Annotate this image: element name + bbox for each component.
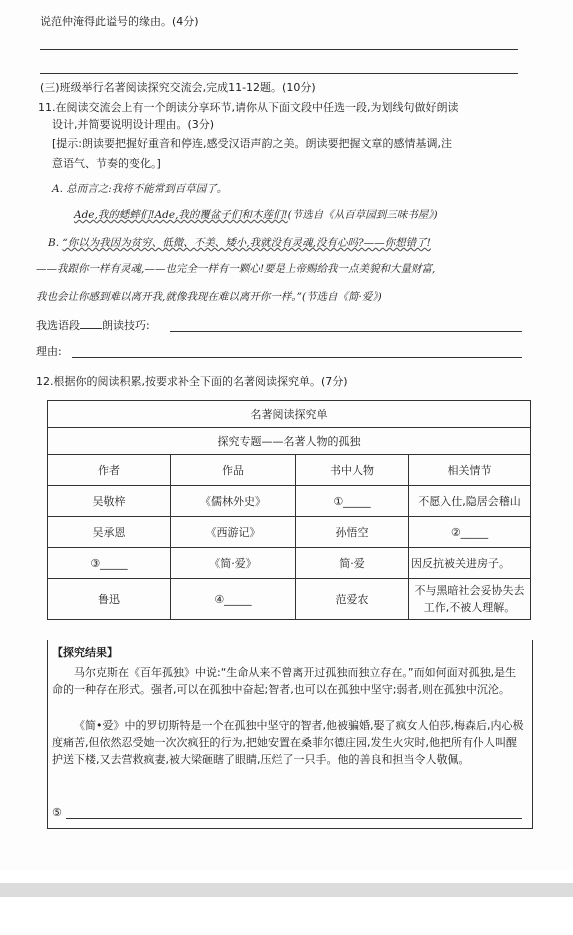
choice-blank[interactable] — [80, 328, 102, 329]
skill-answer-line[interactable] — [170, 331, 522, 332]
option-b-line3: 我也会让你感到难以离开我,就像我现在难以离开你一样。”(节选自《简·爱》) — [36, 291, 382, 303]
reason-label: 理由: — [36, 345, 62, 358]
option-a — [52, 182, 227, 197]
option-b-line1 — [48, 236, 431, 251]
answer-line[interactable] — [40, 73, 518, 74]
cell-work-blank[interactable]: ④_____ — [171, 579, 296, 620]
cell-plot: 不愿入仕,隐居会稽山 — [409, 486, 531, 517]
table-header-row — [48, 455, 531, 486]
cell-character-blank[interactable]: ①_____ — [296, 486, 409, 517]
table-row — [48, 579, 531, 620]
cell-character: 孙悟空 — [296, 517, 409, 548]
q11-prompt-line1: 11.在阅读交流会上有一个朗读分享环节,请你从下面文段中任选一段,为划线句做好朗读 — [38, 101, 459, 114]
choice-line — [36, 318, 150, 333]
cell-character: 简·爱 — [296, 548, 409, 579]
q11-hint-line2: 意语气、节奏的变化。] — [52, 157, 161, 170]
table-title: 名著阅读探究单 — [48, 401, 531, 428]
cell-plot: 因反抗被关进房子。 — [409, 548, 531, 579]
reason-answer-line[interactable] — [72, 357, 522, 358]
option-b-underlined-text: “你以为我因为贫穷、低微、不美、矮小,我就没有灵魂,没有心吗?——你想错了! — [62, 237, 431, 249]
research-result-box — [47, 640, 533, 829]
table-row — [48, 486, 531, 517]
cell-plot-blank[interactable]: ②_____ — [409, 517, 531, 548]
option-a-label: A. — [52, 183, 63, 195]
q11-prompt-line2: 设计,并简要说明设计理由。(3分) — [52, 118, 215, 131]
blank-5-label: ⑤ — [52, 806, 62, 819]
cell-author-blank[interactable]: ③_____ — [48, 548, 171, 579]
skill-label: 朗读技巧: — [102, 319, 150, 332]
option-b-label: B. — [48, 237, 60, 249]
header-work: 作品 — [171, 455, 296, 486]
cell-character: 范爱农 — [296, 579, 409, 620]
blank-5-line[interactable] — [66, 818, 522, 819]
cell-plot: 不与黑暗社会妥协失去工作,不被人理解。 — [409, 579, 531, 620]
choice-label: 我选语段 — [36, 319, 80, 332]
prev-question-tail: 说范仲淹得此谥号的缘由。(4分) — [40, 15, 199, 28]
option-a-source: (节选自《从百草园到三味书屋》) — [287, 209, 438, 221]
header-author: 作者 — [48, 455, 171, 486]
table-row — [48, 548, 531, 579]
q11-hint-line1: [提示:朗读要把握好重音和停连,感受汉语声韵之美。朗读要把握文章的感情基调,注 — [52, 137, 452, 150]
result-paragraph-1: 马尔克斯在《百年孤独》中说:“生命从来不曾离开过孤独而独立存在。”而如何面对孤独,是生命的一种存在形式。强者,可以在孤独中奋起;智者,也可以在孤独中坚守;弱者,则在孤独中沉沦。 — [52, 666, 517, 696]
section-heading: (三)班级举行名著阅读探究交流会,完成11-12题。(10分) — [40, 81, 316, 94]
result-paragraph-2: 《简•爱》中的罗切斯特是一个在孤独中坚守的智者,他被骗婚,娶了疯女人伯莎,梅森后,内心极度痛苦,但依然忍受她一次次疯狂的行为,把她安置在桑菲尔德庄园,发生火灾时,他把所有仆人叫醒护送下楼,又去营救疯妻,被大梁砸瞎了眼睛,压烂了一只手。他的善良和担当令人敬佩。 — [52, 719, 524, 766]
cell-work: 《儒林外史》 — [171, 486, 296, 517]
cell-work: 《简·爱》 — [171, 548, 296, 579]
table-row — [48, 517, 531, 548]
option-b-line2: ——我跟你一样有灵魂,——也完全一样有一颗心!要是上帝赐给我一点美貌和大量财富, — [36, 263, 436, 275]
bottom-bar — [0, 883, 573, 897]
cell-author: 吴敬梓 — [48, 486, 171, 517]
header-character: 书中人物 — [296, 455, 409, 486]
option-a-text: 总而言之:我将不能常到百草园了。 — [66, 183, 228, 195]
cell-author: 吴承恩 — [48, 517, 171, 548]
cell-author: 鲁迅 — [48, 579, 171, 620]
option-a-quote-line — [74, 208, 438, 223]
table-topic: 探究专题——名著人物的孤独 — [48, 428, 531, 455]
result-heading: 【探究结果】 — [52, 646, 118, 659]
option-a-underlined-quote: Ade,我的蟋蟀们!Ade,我的覆盆子们和木莲们! — [74, 209, 288, 221]
cell-work: 《西游记》 — [171, 517, 296, 548]
answer-line[interactable] — [40, 49, 518, 50]
q12-prompt: 12.根据你的阅读积累,按要求补全下面的名著阅读探究单。(7分) — [36, 375, 348, 388]
header-plot: 相关情节 — [409, 455, 531, 486]
research-table — [47, 400, 531, 620]
